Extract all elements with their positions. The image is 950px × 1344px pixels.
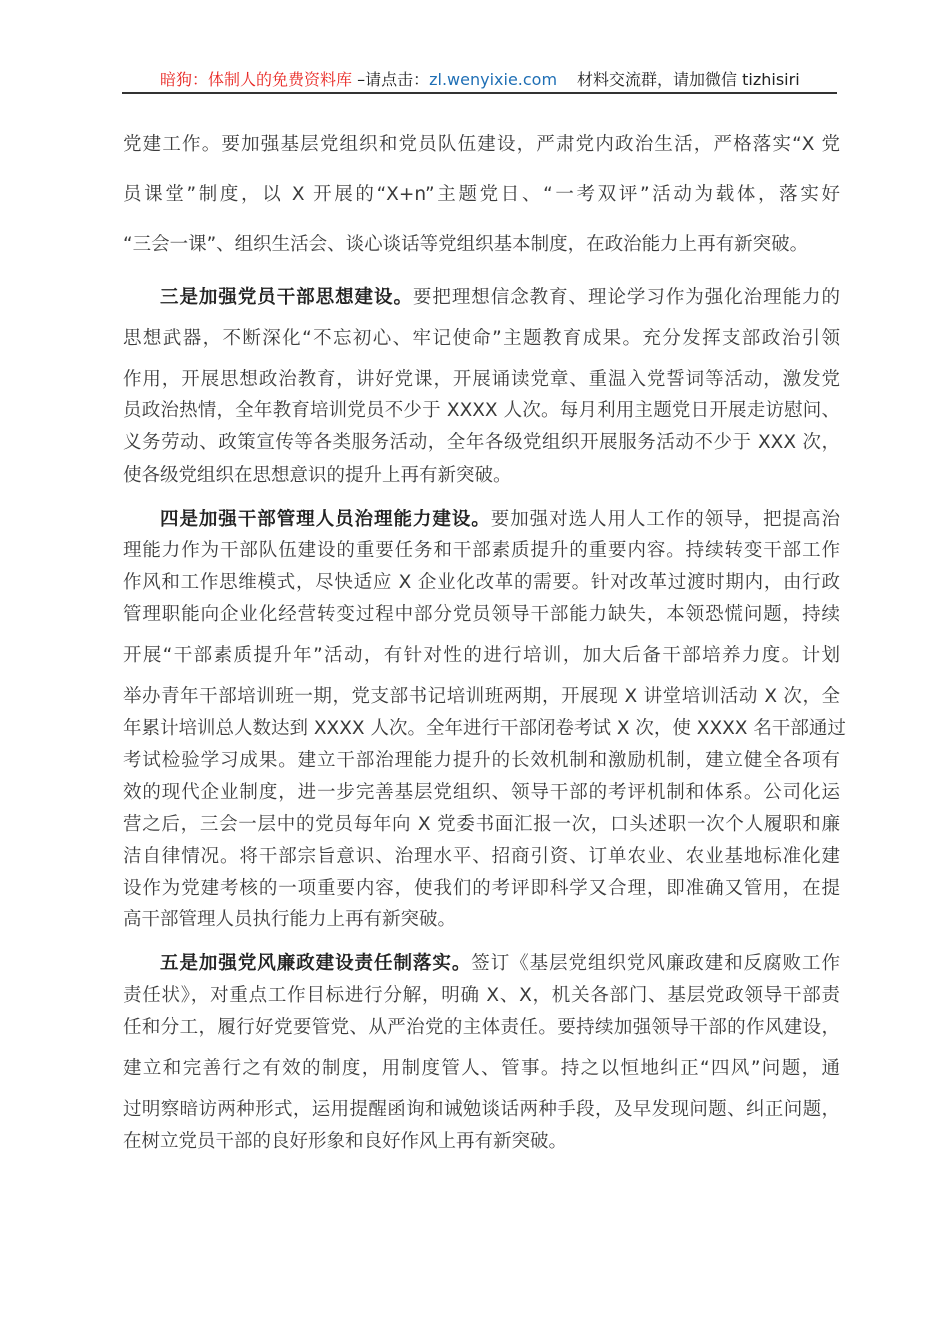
line-text: 开展“干部素质提升年”活动，有针对性的进行培训，加大后备干部培养力度。计划 [123,645,840,666]
paragraph-line [123,749,840,773]
line-text: 过明察暗访两种形式，运用提醒函询和诫勉谈话两种手段，及早发现问题、纠正问题， [123,1099,840,1120]
paragraph-line [123,813,840,837]
paragraph-line [123,1130,840,1154]
paragraph-line [123,984,840,1008]
line-text: 要把理想信念教育、理论学习作为强化治理能力的 [412,287,840,308]
paragraph-line [123,368,840,392]
line-text: 要加强对选人用人工作的领导，把提高治 [490,509,840,530]
paragraph-line [123,539,840,563]
watermark-header [160,69,800,91]
line-text: 建立和完善行之有效的制度，用制度管人、管事。持之以恒地纠正“四风”问题，通 [123,1058,840,1079]
line-text: 理能力作为干部队伍建设的重要任务和干部素质提升的重要内容。持续转变干部工作 [123,540,840,561]
paragraph-line [123,431,840,455]
paragraph-heading: 四是加强干部管理人员治理能力建设。 [160,509,491,530]
line-text: 设作为党建考核的一项重要内容，使我们的考评即科学又合理，即准确又管用，在提 [123,878,840,899]
paragraph-line [160,286,840,310]
line-text: 高干部管理人员执行能力上再有新突破。 [123,909,457,930]
line-text: 员政治热情，全年教育培训党员不少于 XXXX 人次。每月利用主题党日开展走访慰问、 [123,400,840,421]
line-text: 任和分工，履行好党要管党、从严治党的主体责任。要持续加强领导干部的作风建设， [123,1017,840,1038]
paragraph-line [123,877,840,901]
line-text: 管理职能向企业化经营转变过程中部分党员领导干部能力缺失，本领恐慌问题，持续 [123,604,840,625]
header-wechat-note: 材料交流群，请加微信 tizhisiri [577,70,800,89]
line-text: 举办青年干部培训班一期，党支部书记培训班两期，开展现 X 讲堂培训活动 X 次，全 [123,686,840,707]
paragraph-line [123,845,840,869]
line-text: 党建工作。要加强基层党组织和党员队伍建设，严肃党内政治生活，严格落实“X 党 [123,134,840,155]
line-text: 考试检验学习成果。建立干部治理能力提升的长效机制和激励机制，建立健全各项有 [123,750,840,771]
paragraph-line [123,908,840,932]
paragraph-line [123,327,840,351]
line-text: 签订《基层党组织党风廉政建和反腐败工作 [471,953,840,974]
paragraph-line [160,508,840,532]
line-text: 年累计培训总人数达到 XXXX 人次。全年进行干部闭卷考试 X 次，使 XXXX 名干部通过 [123,718,846,739]
paragraph-line [123,1098,840,1122]
paragraph-line [123,1057,840,1081]
paragraph-line [123,717,846,741]
line-text: 责任状》，对重点工作目标进行分解，明确 X、X，机关各部门、基层党政领导干部责 [123,985,840,1006]
line-text: 员课堂”制度，以 X 开展的“X+n”主题党日、“一考双评”活动为载体，落实好 [123,184,840,205]
paragraph-line [123,603,840,627]
paragraph-line [123,571,840,595]
line-text: 使各级党组织在思想意识的提升上再有新突破。 [123,465,512,486]
paragraph-line [123,644,840,668]
header-site-name: 暗狗：体制人的免费资料库 [160,70,353,89]
header-divider [122,92,837,94]
line-text: 义务劳动、政策宣传等各类服务活动，全年各级党组织开展服务活动不少于 XXX 次， [123,432,840,453]
paragraph-line [123,183,840,207]
paragraph-line [123,133,840,157]
header-link[interactable]: zl.wenyixie.com [429,70,558,89]
line-text: 营之后，三会一层中的党员每年向 X 党委书面汇报一次，口头述职一次个人履职和廉 [123,814,840,835]
line-text: 在树立党员干部的良好形象和良好作风上再有新突破。 [123,1131,568,1152]
paragraph-line [123,685,840,709]
line-text: 作风和工作思维模式，尽快适应 X 企业化改革的需要。针对改革过渡时期内，由行政 [123,572,840,593]
line-text: 洁自律情况。将干部宗旨意识、治理水平、招商引资、订单农业、农业基地标准化建 [123,846,840,867]
paragraph-line [123,781,840,805]
paragraph-heading: 五是加强党风廉政建设责任制落实。 [160,953,472,974]
line-text: 思想武器，不断深化“不忘初心、牢记使命”主题教育成果。充分发挥支部政治引领 [123,328,840,349]
paragraph-line [123,399,840,423]
line-text: 效的现代企业制度，进一步完善基层党组织、领导干部的考评机制和体系。公司化运 [123,782,840,803]
line-text: “三会一课”、组织生活会、谈心谈话等党组织基本制度，在政治能力上再有新突破。 [123,234,809,255]
paragraph-line [123,464,840,488]
paragraph-line [123,1016,840,1040]
header-click-prompt: –请点击： [352,70,430,89]
paragraph-line [160,952,840,976]
line-text: 作用，开展思想政治教育，讲好党课，开展诵读党章、重温入党誓词等活动，激发党 [123,369,840,390]
paragraph-heading: 三是加强党员干部思想建设。 [160,287,413,308]
paragraph-line [123,233,840,257]
